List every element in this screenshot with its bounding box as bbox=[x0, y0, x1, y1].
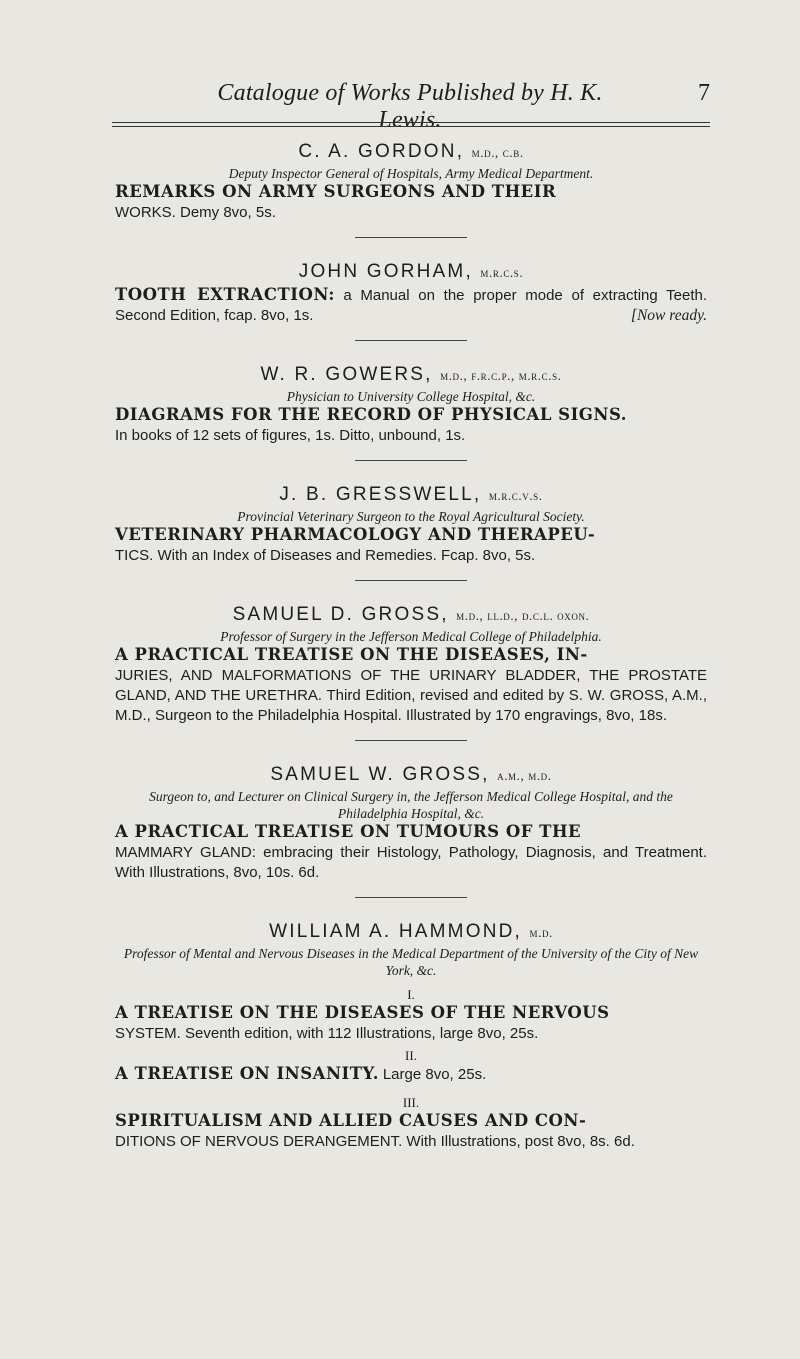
work-details: a Manual on the proper mode of extracting Teeth. Second Edition, fcap. 8vo, 1s. bbox=[115, 287, 707, 324]
author-name bbox=[115, 363, 707, 388]
author-text: SAMUEL D. GROSS, bbox=[232, 604, 449, 625]
work-details: SYSTEM. Seventh edition, with 112 Illustrations, large 8vo, 25s. bbox=[115, 1025, 539, 1042]
entry-separator bbox=[355, 580, 467, 581]
running-header bbox=[110, 80, 710, 133]
work-numeral: I. bbox=[407, 987, 415, 1002]
work-details: WORKS. Demy 8vo, 5s. bbox=[115, 204, 276, 221]
work-title: A PRACTICAL TREATISE ON THE DISEASES, IN- bbox=[115, 645, 588, 664]
author-credentials: a.m., m.d. bbox=[497, 768, 552, 783]
author-credentials: m.d., c.b. bbox=[471, 145, 524, 160]
work-item bbox=[115, 822, 707, 883]
work-item bbox=[115, 182, 707, 223]
work-numeral: III. bbox=[402, 1095, 420, 1110]
work-item bbox=[115, 1111, 707, 1152]
work-details: DITIONS OF NERVOUS DERANGEMENT. With Illustrations, post 8vo, 8s. 6d. bbox=[115, 1133, 635, 1150]
entry-samuel-w-gross bbox=[115, 763, 707, 883]
work-title: A TREATISE ON THE DISEASES OF THE NERVOUS bbox=[115, 1003, 610, 1022]
entry-separator bbox=[355, 460, 467, 461]
work-title: A TREATISE ON INSANITY. bbox=[115, 1064, 379, 1083]
work-item bbox=[115, 285, 707, 326]
work-item bbox=[115, 645, 707, 726]
author-name bbox=[115, 603, 707, 628]
author-credentials: m.r.c.v.s. bbox=[488, 488, 543, 503]
entry-separator bbox=[355, 237, 467, 238]
author-name bbox=[115, 260, 707, 285]
author-text: JOHN GORHAM, bbox=[298, 261, 473, 282]
work-title: A PRACTICAL TREATISE ON TUMOURS OF THE bbox=[115, 822, 582, 841]
entry-gowers bbox=[115, 363, 707, 446]
work-title: VETERINARY PHARMACOLOGY AND THERAPEU- bbox=[115, 525, 596, 544]
work-details: JURIES, AND MALFORMATIONS OF THE URINARY BLADDER, THE PROSTATE GLAND, AND THE URETHRA. Third Edition, revised and edited by S. W. GROSS, A.M., M.D., Surgeon to the Philadelphia Hospital. Illustrated by 170 engravings, 8vo, 18s. bbox=[115, 667, 707, 724]
entry-hammond bbox=[115, 920, 707, 1152]
entry-separator bbox=[355, 340, 467, 341]
author-credentials: m.r.c.s. bbox=[480, 265, 524, 280]
author-name bbox=[115, 763, 707, 788]
author-text: SAMUEL W. GROSS, bbox=[270, 764, 490, 785]
work-title: DIAGRAMS FOR THE RECORD OF PHYSICAL SIGNS. bbox=[115, 405, 628, 424]
entry-separator bbox=[355, 897, 467, 898]
author-name bbox=[115, 140, 707, 165]
entry-samuel-d-gross bbox=[115, 603, 707, 726]
author-position: Professor of Surgery in the Jefferson Medical College of Philadelphia. bbox=[220, 629, 602, 644]
author-position: Provincial Veterinary Surgeon to the Royal Agricultural Society. bbox=[237, 509, 585, 524]
header-double-rule bbox=[112, 122, 710, 127]
author-credentials: m.d. bbox=[529, 925, 553, 940]
work-details: TICS. With an Index of Diseases and Remedies. Fcap. 8vo, 5s. bbox=[115, 547, 536, 564]
author-text: J. B. GRESSWELL, bbox=[279, 484, 482, 505]
author-text: WILLIAM A. HAMMOND, bbox=[269, 921, 523, 942]
entry-separator bbox=[355, 740, 467, 741]
author-credentials: m.d., f.r.c.p., m.r.c.s. bbox=[440, 368, 562, 383]
work-title: SPIRITUALISM AND ALLIED CAUSES AND CON- bbox=[115, 1111, 587, 1130]
author-position: Professor of Mental and Nervous Diseases in the Medical Department of the University of the City of New York, &c. bbox=[123, 946, 699, 978]
work-details: MAMMARY GLAND: embracing their Histology, Pathology, Diagnosis, and Treatment. With Illustrations, 8vo, 10s. 6d. bbox=[115, 844, 707, 881]
author-text: W. R. GOWERS, bbox=[260, 364, 433, 385]
work-title: TOOTH EXTRACTION: bbox=[115, 285, 335, 304]
author-text: C. A. GORDON, bbox=[298, 141, 465, 162]
work-numeral: II. bbox=[405, 1048, 417, 1063]
work-title: REMARKS ON ARMY SURGEONS AND THEIR bbox=[115, 182, 557, 201]
author-credentials: m.d., ll.d., d.c.l. oxon. bbox=[456, 608, 590, 623]
work-item bbox=[115, 1003, 707, 1044]
entry-gordon bbox=[115, 140, 707, 223]
page-number: 7 bbox=[698, 80, 710, 106]
author-position: Surgeon to, and Lecturer on Clinical Surgery in, the Jefferson Medical College Hospital, and the Philadelphia Hospital, &c. bbox=[149, 789, 673, 821]
work-item bbox=[115, 1064, 707, 1085]
catalogue-entries bbox=[115, 140, 707, 1152]
author-position: Physician to University College Hospital, &c. bbox=[286, 389, 536, 404]
work-details: Large 8vo, 25s. bbox=[382, 1066, 487, 1083]
work-item bbox=[115, 405, 707, 446]
running-title: Catalogue of Works Published by H. K. Lewis. bbox=[217, 80, 603, 133]
entry-gorham bbox=[115, 260, 707, 326]
author-name bbox=[115, 920, 707, 945]
entry-gresswell bbox=[115, 483, 707, 566]
author-name bbox=[115, 483, 707, 508]
work-details: In books of 12 sets of figures, 1s. Ditto, unbound, 1s. bbox=[115, 427, 466, 444]
work-item bbox=[115, 525, 707, 566]
availability-note: [Now ready. bbox=[630, 307, 707, 324]
author-position: Deputy Inspector General of Hospitals, Army Medical Department. bbox=[228, 166, 594, 181]
